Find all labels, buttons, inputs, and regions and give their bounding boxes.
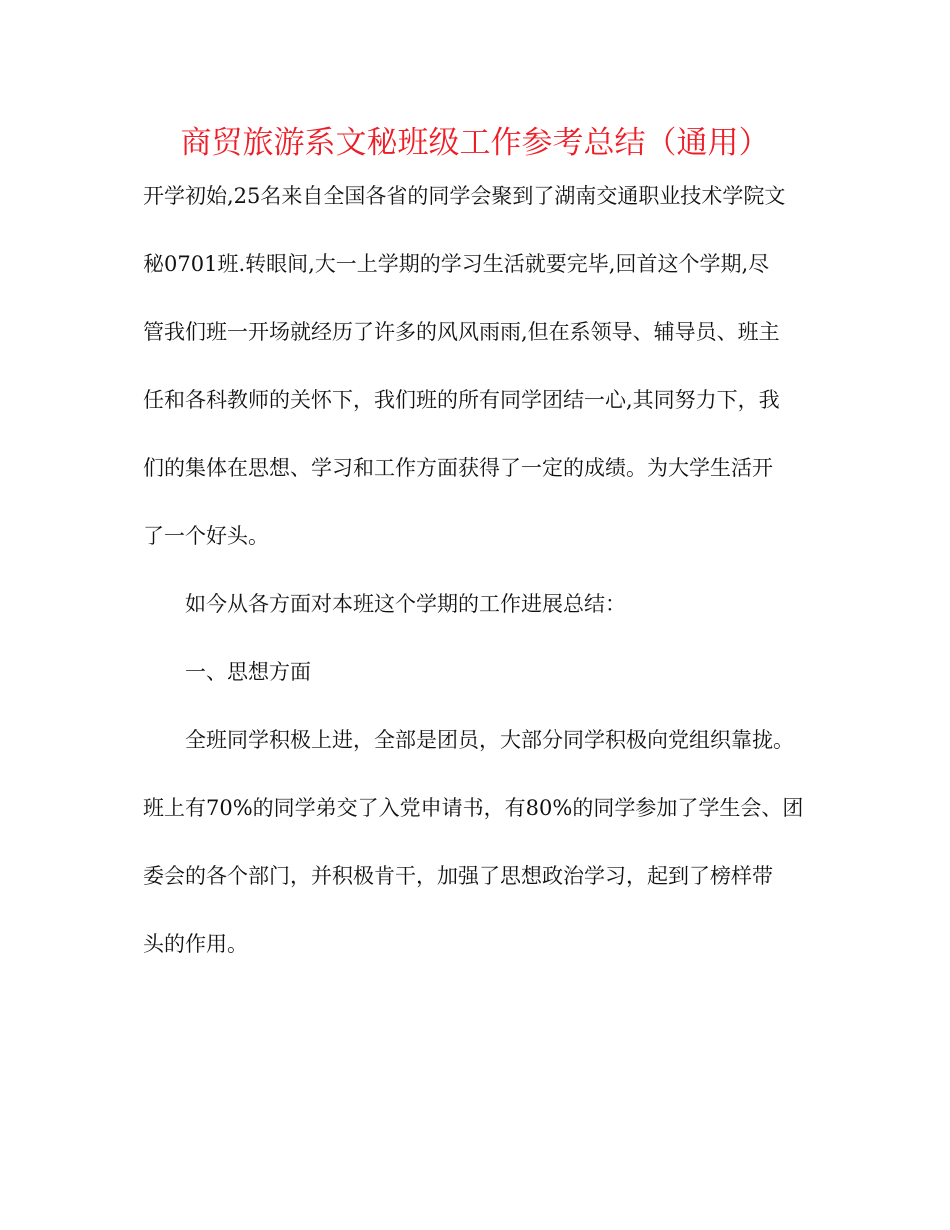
text-line: 秘0701班.转眼间,大一上学期的学习生活就要完毕,回首这个学期,尽 [143, 252, 770, 276]
text-line: 任和各科教师的关怀下，我们班的所有同学团结一心,其同努力下，我 [143, 388, 780, 412]
section-heading-thought [143, 638, 813, 706]
text-line: 班上有70%的同学弟交了入党申请书，有80%的同学参加了学生会、团 [143, 796, 804, 820]
text-line: 管我们班一开场就经历了许多的风风雨雨,但在系领导、辅导员、班主 [143, 320, 780, 344]
document-body [143, 162, 813, 978]
paragraph-intro [143, 162, 813, 570]
paragraph-summary-intro [143, 570, 813, 638]
text-line: 委会的各个部门，并积极肯干，加强了思想政治学习，起到了榜样带 [143, 864, 773, 888]
text-line: 全班同学积极上进，全部是团员，大部分同学积极向党组织靠拢。 [185, 728, 794, 752]
text-line: 们的集体在思想、学习和工作方面获得了一定的成绩。为大学生活开 [143, 456, 773, 480]
text-line: 头的作用。 [143, 932, 248, 956]
paragraph-thought [143, 706, 813, 978]
text-line: 开学初始,25名来自全国各省的同学会聚到了湖南交通职业技术学院文 [143, 184, 786, 208]
text-line: 了一个好头。 [143, 524, 269, 548]
text-line: 如今从各方面对本班这个学期的工作进展总结： [185, 592, 626, 616]
document-title: 商贸旅游系文秘班级工作参考总结（通用） [180, 125, 770, 161]
text-line: 一、思想方面 [185, 660, 311, 684]
